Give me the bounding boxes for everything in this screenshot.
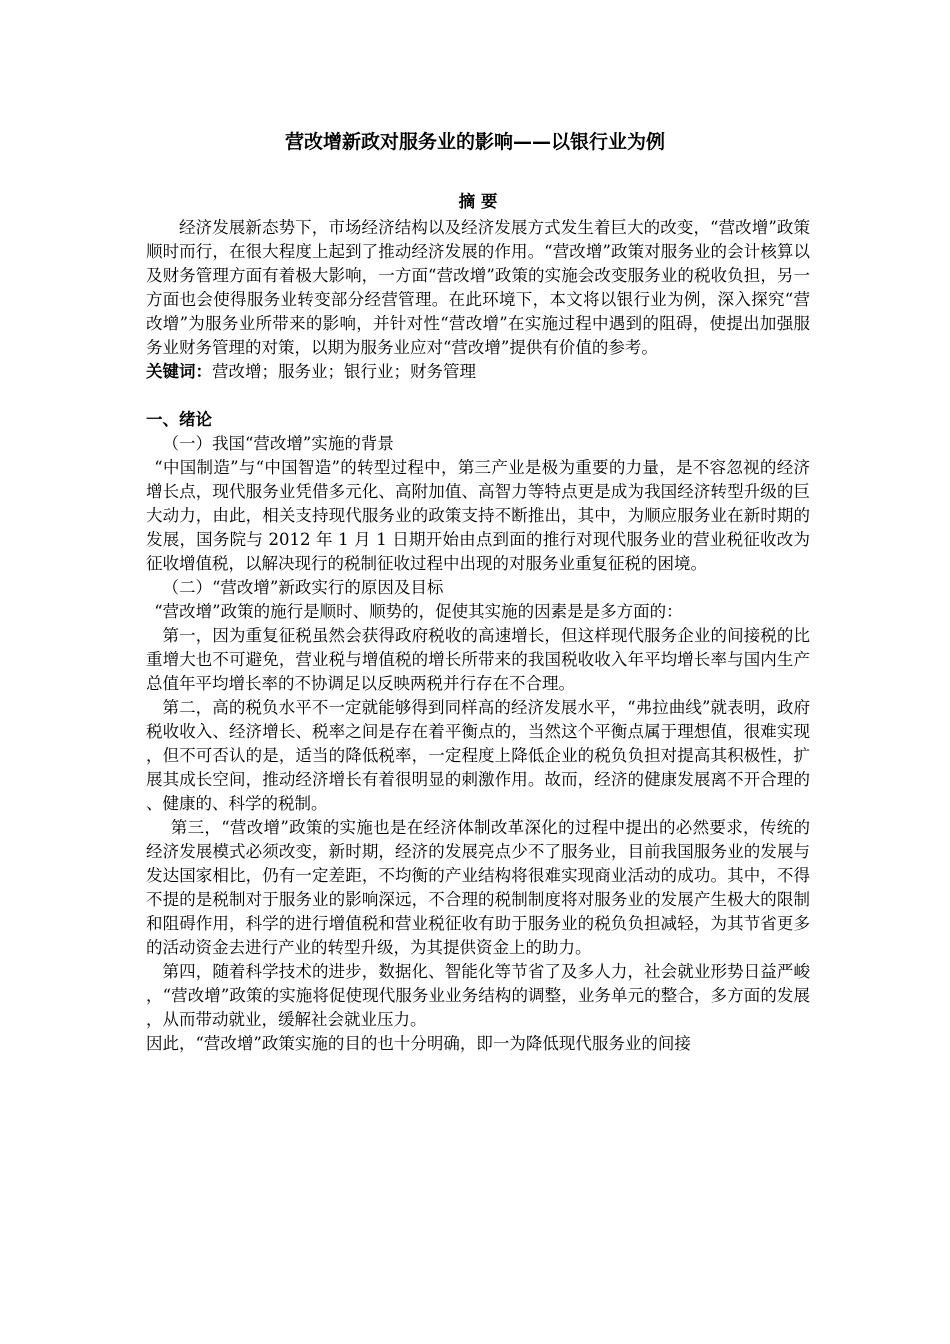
keywords-line bbox=[146, 360, 810, 384]
keywords-label: 关键词： bbox=[146, 362, 212, 381]
document-title: 营改增新政对服务业的影响——以银行业为例 bbox=[284, 131, 665, 153]
document-body bbox=[146, 190, 810, 1056]
abstract-heading: 摘 要 bbox=[458, 192, 498, 211]
reason-third-paragraph: 第三，“营改增”政策的实施也是在经济体制改革深化的过程中提出的必然要求，传统的经济发展模式必须改变，新时期，经济的发展亮点少不了服务业，目前我国服务业的发展与发达国家相比，仍有一定差距，不均衡的产业结构将很难实现商业活动的成功。其中，不得不提的是税制对于服务业的影响深远，不合理的税制制度将对服务业的发展产生极大的限制和阻碍作用，科学的进行增值税和营业税征收有助于服务业的税负负担减轻，为其节省更多的活动资金去进行产业的转型升级，为其提供资金上的助力。 bbox=[146, 818, 810, 957]
reasons-intro-paragraph: “营改增”政策的施行是顺时、顺势的，促使其实施的因素是是多方面的： bbox=[154, 602, 683, 621]
conclusion-paragraph: 因此，“营改增”政策实施的目的也十分明确，即一为降低现代服务业的间接 bbox=[146, 1034, 691, 1053]
section-heading-introduction: 一、绪论 bbox=[146, 410, 212, 429]
keywords-text: 营改增；服务业；银行业；财务管理 bbox=[212, 362, 476, 381]
subsection-heading-background: （一）我国“营改增”实施的背景 bbox=[162, 434, 394, 453]
reason-fourth-paragraph: 第四，随着科学技术的进步，数据化、智能化等节省了及多人力，社会就业形势日益严峻，“营改增”政策的实施将促使现代服务业业务结构的调整，业务单元的整合，多方面的发展，从而带动就业，缓解社会就业压力。 bbox=[146, 962, 810, 1029]
background-paragraph: “中国制造”与“中国智造”的转型过程中，第三产业是极为重要的力量，是不容忽视的经济增长点，现代服务业凭借多元化、高附加值、高智力等特点更是成为我国经济转型升级的巨大动力，由此，相关支持现代服务业的政策支持不断推出，其中，为顺应服务业在新时期的发展，国务院与 2012 年 1 月 1 日期开始由点到面的推行对现代服务业的营业税征收改为征收增值税，以解决现行的税制征收过程中出现的对服务业重复征税的困境。 bbox=[146, 458, 810, 573]
reason-first-paragraph: 第一，因为重复征税虽然会获得政府税收的高速增长，但这样现代服务企业的间接税的比重增大也不可避免，营业税与增值税的增长所带来的我国税收收入年平均增长率与国内生产总值年平均增长率的不协调足以反映两税并行存在不合理。 bbox=[146, 626, 810, 693]
abstract-paragraph: 经济发展新态势下，市场经济结构以及经济发展方式发生着巨大的改变，“营改增”政策顺时而行，在很大程度上起到了推动经济发展的作用。“营改增”政策对服务业的会计核算以及财务管理方面有着极大影响，一方面“营改增”政策的实施会改变服务业的税收负担，另一方面也会使得服务业转变部分经营管理。在此环境下，本文将以银行业为例，深入探究“营改增”为服务业所带来的影响，并针对性“营改增”在实施过程中遇到的阻碍，使提出加强服务业财务管理的对策，以期为服务业应对“营改增”提供有价值的参考。 bbox=[146, 218, 810, 357]
reason-second-paragraph: 第二，高的税负水平不一定就能够得到同样高的经济发展水平，“弗拉曲线”就表明，政府税收收入、经济增长、税率之间是存在着平衡点的，当然这个平衡点属于理想值，很难实现，但不可否认的是，适当的降低税率，一定程度上降低企业的税负负担对提高其积极性，扩展其成长空间，推动经济增长有着很明显的刺激作用。故而，经济的健康发展离不开合理的、健康的、科学的税制。 bbox=[146, 698, 810, 813]
subsection-heading-reasons: （二）“营改增”新政实行的原因及目标 bbox=[162, 578, 444, 597]
